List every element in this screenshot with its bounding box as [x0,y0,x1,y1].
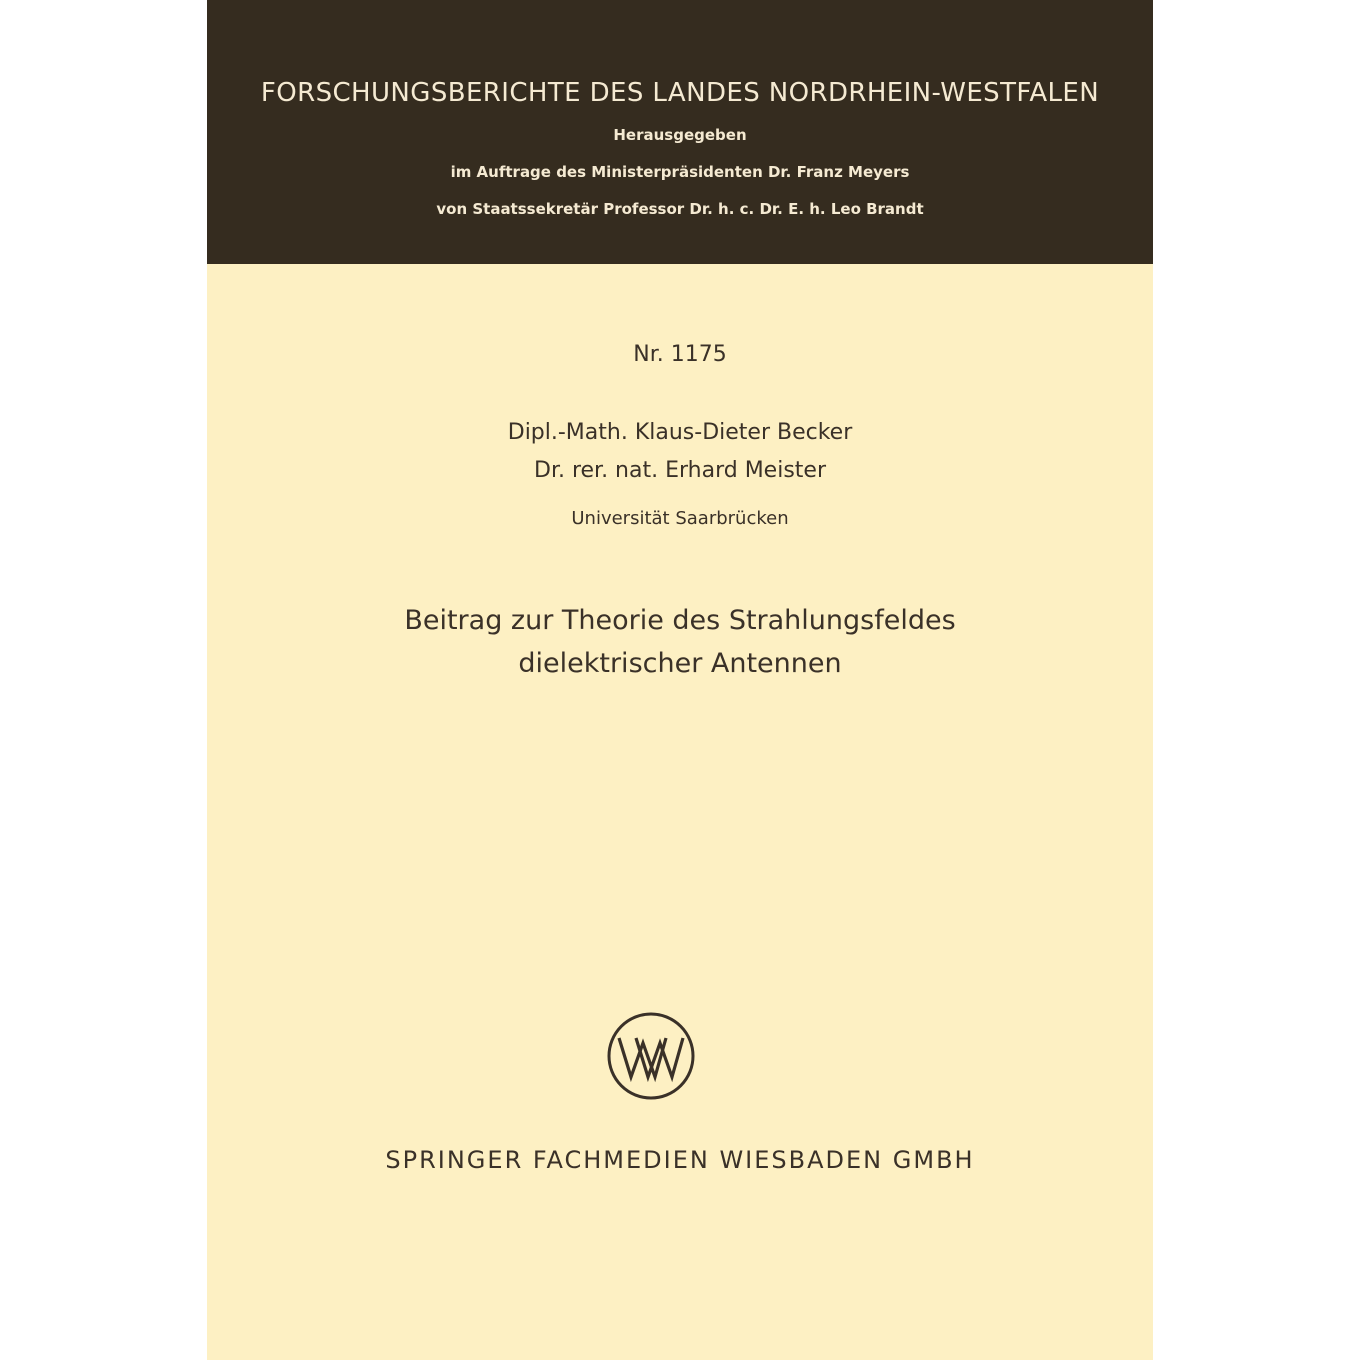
header-banner [207,0,1153,264]
ww-circle-logo-icon [606,1011,696,1101]
affiliation: Universität Saarbrücken [571,508,789,529]
publisher-name: SPRINGER FACHMEDIEN WIESBADEN GMBH [385,1146,975,1174]
book-title-line-1: Beitrag zur Theorie des Strahlungsfeldes [404,605,956,636]
author-1: Dipl.-Math. Klaus-Dieter Becker [507,420,853,445]
report-number: Nr. 1175 [633,342,727,367]
book-cover [207,0,1153,1360]
editor-line-3: von Staatssekretär Professor Dr. h. c. Dr. E. h. Leo Brandt [436,200,924,218]
book-title-line-2: dielektrischer Antennen [518,648,842,679]
editor-line-2: im Auftrage des Ministerpräsidenten Dr. Franz Meyers [450,163,910,181]
author-2: Dr. rer. nat. Erhard Meister [534,458,826,483]
editor-line-1: Herausgegeben [613,126,747,144]
series-title: FORSCHUNGSBERICHTE DES LANDES NORDRHEIN-WESTFALEN [260,78,1100,108]
